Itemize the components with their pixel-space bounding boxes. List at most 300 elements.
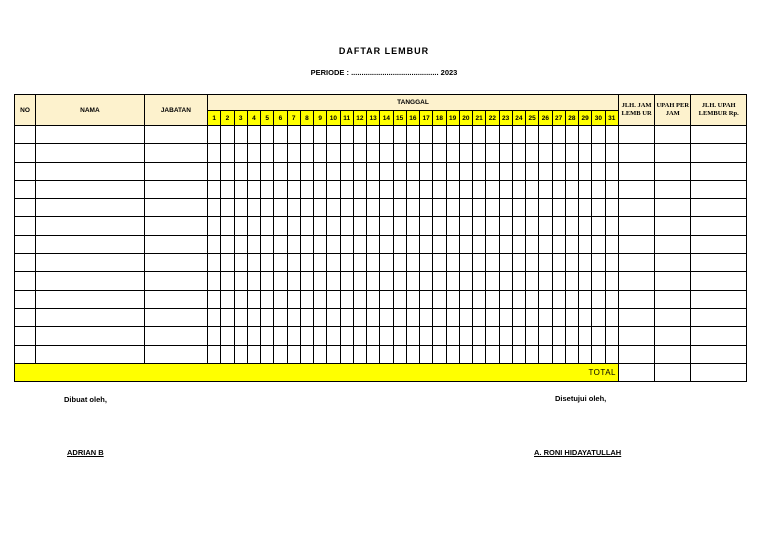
table-cell xyxy=(618,254,654,272)
table-cell xyxy=(459,144,472,162)
table-cell xyxy=(367,235,380,253)
table-cell xyxy=(655,199,691,217)
table-cell xyxy=(367,254,380,272)
table-cell xyxy=(15,126,36,144)
table-cell xyxy=(36,162,145,180)
table-cell xyxy=(261,254,274,272)
table-cell xyxy=(340,126,353,144)
table-cell xyxy=(367,290,380,308)
table-cell xyxy=(539,272,552,290)
table-cell xyxy=(300,254,313,272)
table-cell xyxy=(446,345,459,363)
table-cell xyxy=(274,254,287,272)
table-cell xyxy=(486,144,499,162)
table-cell xyxy=(327,162,340,180)
table-cell xyxy=(221,290,234,308)
table-cell xyxy=(526,235,539,253)
table-cell xyxy=(15,327,36,345)
table-cell xyxy=(247,308,260,326)
table-cell xyxy=(221,327,234,345)
table-cell xyxy=(274,217,287,235)
table-cell xyxy=(526,327,539,345)
total-cell xyxy=(691,363,747,381)
table-cell xyxy=(15,199,36,217)
table-cell xyxy=(287,327,300,345)
table-cell xyxy=(327,290,340,308)
table-cell xyxy=(459,217,472,235)
header-nama: NAMA xyxy=(36,95,145,126)
table-cell xyxy=(499,180,512,198)
table-cell xyxy=(486,162,499,180)
day-header: 18 xyxy=(433,111,446,126)
table-cell xyxy=(512,327,525,345)
day-header: 24 xyxy=(512,111,525,126)
table-cell xyxy=(327,199,340,217)
table-cell xyxy=(539,162,552,180)
table-cell xyxy=(446,254,459,272)
table-cell xyxy=(144,345,207,363)
table-cell xyxy=(208,345,221,363)
table-cell xyxy=(406,126,419,144)
table-cell xyxy=(499,254,512,272)
table-cell xyxy=(36,308,145,326)
table-cell xyxy=(579,162,592,180)
header-jabatan: JABATAN xyxy=(144,95,207,126)
table-cell xyxy=(234,272,247,290)
table-cell xyxy=(300,327,313,345)
table-cell xyxy=(486,235,499,253)
table-cell xyxy=(605,235,618,253)
table-cell xyxy=(605,162,618,180)
table-cell xyxy=(300,272,313,290)
table-cell xyxy=(565,126,578,144)
table-cell xyxy=(592,162,605,180)
table-cell xyxy=(314,144,327,162)
table-cell xyxy=(234,327,247,345)
prepared-by-label: Dibuat oleh, xyxy=(64,395,107,404)
table-cell xyxy=(380,217,393,235)
table-cell xyxy=(327,217,340,235)
table-cell xyxy=(552,254,565,272)
day-header: 9 xyxy=(314,111,327,126)
table-cell xyxy=(565,290,578,308)
table-cell xyxy=(473,126,486,144)
table-cell xyxy=(512,254,525,272)
table-cell xyxy=(499,162,512,180)
table-cell xyxy=(592,308,605,326)
table-cell xyxy=(420,327,433,345)
table-cell xyxy=(36,272,145,290)
table-cell xyxy=(526,126,539,144)
table-cell xyxy=(314,162,327,180)
table-cell xyxy=(605,144,618,162)
header-tanggal: TANGGAL xyxy=(208,95,619,111)
table-cell xyxy=(261,126,274,144)
table-cell xyxy=(433,327,446,345)
day-header: 26 xyxy=(539,111,552,126)
table-cell xyxy=(499,199,512,217)
table-cell xyxy=(512,199,525,217)
table-cell xyxy=(340,308,353,326)
table-cell xyxy=(234,217,247,235)
table-cell xyxy=(526,199,539,217)
table-cell xyxy=(208,290,221,308)
table-cell xyxy=(420,290,433,308)
table-cell xyxy=(526,180,539,198)
table-cell xyxy=(300,290,313,308)
table-cell xyxy=(406,180,419,198)
table-cell xyxy=(144,126,207,144)
prepared-by-name: ADRIAN B xyxy=(67,448,104,457)
table-cell xyxy=(552,126,565,144)
table-cell xyxy=(539,345,552,363)
table-cell xyxy=(380,327,393,345)
table-cell xyxy=(618,290,654,308)
table-cell xyxy=(459,308,472,326)
table-cell xyxy=(605,327,618,345)
table-cell xyxy=(459,327,472,345)
table-cell xyxy=(327,272,340,290)
table-cell xyxy=(618,126,654,144)
table-cell xyxy=(393,254,406,272)
total-cell xyxy=(655,363,691,381)
table-cell xyxy=(261,235,274,253)
table-cell xyxy=(247,162,260,180)
table-cell xyxy=(208,180,221,198)
table-cell xyxy=(261,162,274,180)
day-header: 17 xyxy=(420,111,433,126)
table-cell xyxy=(261,144,274,162)
table-cell xyxy=(314,217,327,235)
table-cell xyxy=(144,308,207,326)
table-row xyxy=(15,217,747,235)
table-cell xyxy=(287,126,300,144)
table-row xyxy=(15,199,747,217)
table-cell xyxy=(579,290,592,308)
table-cell xyxy=(234,162,247,180)
table-cell xyxy=(579,327,592,345)
table-cell xyxy=(420,345,433,363)
table-cell xyxy=(592,199,605,217)
table-cell xyxy=(144,199,207,217)
table-cell xyxy=(367,162,380,180)
table-cell xyxy=(499,290,512,308)
table-cell xyxy=(592,327,605,345)
table-cell xyxy=(393,126,406,144)
table-cell xyxy=(274,162,287,180)
day-header: 10 xyxy=(327,111,340,126)
table-cell xyxy=(380,290,393,308)
table-cell xyxy=(393,199,406,217)
header-jlh-jam: JLH. JAM LEMB UR xyxy=(618,95,654,126)
table-cell xyxy=(512,272,525,290)
table-cell xyxy=(691,345,747,363)
table-cell xyxy=(459,290,472,308)
table-cell xyxy=(655,345,691,363)
approved-by-name: A. RONI HIDAYATULLAH xyxy=(534,448,622,457)
table-cell xyxy=(340,217,353,235)
table-cell xyxy=(380,126,393,144)
table-cell xyxy=(691,254,747,272)
table-row xyxy=(15,180,747,198)
table-cell xyxy=(446,162,459,180)
table-cell xyxy=(512,126,525,144)
periode-label: PERIODE : .......................................... 2023 xyxy=(310,68,458,77)
table-cell xyxy=(579,199,592,217)
table-row xyxy=(15,308,747,326)
day-header: 22 xyxy=(486,111,499,126)
table-cell xyxy=(406,144,419,162)
table-cell xyxy=(552,345,565,363)
day-header: 16 xyxy=(406,111,419,126)
table-cell xyxy=(36,199,145,217)
total-label: TOTAL xyxy=(15,363,619,381)
table-cell xyxy=(353,345,366,363)
table-cell xyxy=(565,217,578,235)
table-cell xyxy=(459,254,472,272)
day-header: 8 xyxy=(300,111,313,126)
table-cell xyxy=(499,144,512,162)
table-cell xyxy=(655,235,691,253)
table-cell xyxy=(287,272,300,290)
table-cell xyxy=(433,199,446,217)
table-cell xyxy=(473,217,486,235)
table-cell xyxy=(433,162,446,180)
table-cell xyxy=(287,308,300,326)
table-cell xyxy=(579,180,592,198)
table-cell xyxy=(579,345,592,363)
table-cell xyxy=(15,217,36,235)
table-cell xyxy=(618,162,654,180)
table-cell xyxy=(144,144,207,162)
table-cell xyxy=(261,345,274,363)
table-cell xyxy=(274,126,287,144)
table-cell xyxy=(499,308,512,326)
table-cell xyxy=(274,199,287,217)
table-cell xyxy=(234,290,247,308)
table-cell xyxy=(300,126,313,144)
table-cell xyxy=(327,254,340,272)
table-cell xyxy=(274,290,287,308)
table-cell xyxy=(380,308,393,326)
table-cell xyxy=(499,235,512,253)
table-cell xyxy=(353,217,366,235)
day-header: 4 xyxy=(247,111,260,126)
table-cell xyxy=(261,308,274,326)
table-cell xyxy=(618,180,654,198)
table-cell xyxy=(393,272,406,290)
table-cell xyxy=(274,144,287,162)
table-cell xyxy=(526,272,539,290)
table-cell xyxy=(15,180,36,198)
table-cell xyxy=(406,254,419,272)
total-row xyxy=(15,363,747,381)
table-cell xyxy=(473,272,486,290)
table-cell xyxy=(552,327,565,345)
table-cell xyxy=(36,327,145,345)
table-cell xyxy=(691,217,747,235)
table-cell xyxy=(605,272,618,290)
table-cell xyxy=(605,254,618,272)
table-cell xyxy=(605,290,618,308)
table-cell xyxy=(340,235,353,253)
document-title: DAFTAR LEMBUR xyxy=(338,46,430,56)
approved-by-label: Disetujui oleh, xyxy=(555,394,607,403)
table-cell xyxy=(579,235,592,253)
table-cell xyxy=(340,144,353,162)
table-cell xyxy=(406,162,419,180)
table-cell xyxy=(420,272,433,290)
table-cell xyxy=(459,162,472,180)
table-cell xyxy=(433,180,446,198)
table-cell xyxy=(393,162,406,180)
table-cell xyxy=(367,180,380,198)
table-cell xyxy=(314,235,327,253)
table-cell xyxy=(486,308,499,326)
table-cell xyxy=(353,327,366,345)
table-cell xyxy=(565,180,578,198)
table-cell xyxy=(144,235,207,253)
table-cell xyxy=(512,162,525,180)
table-cell xyxy=(208,254,221,272)
table-cell xyxy=(300,180,313,198)
table-cell xyxy=(393,290,406,308)
table-cell xyxy=(552,162,565,180)
table-cell xyxy=(287,235,300,253)
table-cell xyxy=(340,327,353,345)
table-cell xyxy=(353,180,366,198)
table-cell xyxy=(36,235,145,253)
table-cell xyxy=(655,217,691,235)
table-cell xyxy=(36,345,145,363)
table-cell xyxy=(340,290,353,308)
day-header: 11 xyxy=(340,111,353,126)
table-cell xyxy=(446,217,459,235)
table-cell xyxy=(499,327,512,345)
table-cell xyxy=(552,217,565,235)
table-cell xyxy=(486,217,499,235)
table-cell xyxy=(221,199,234,217)
table-row xyxy=(15,290,747,308)
table-cell xyxy=(486,290,499,308)
day-header: 31 xyxy=(605,111,618,126)
table-cell xyxy=(36,290,145,308)
table-cell xyxy=(486,327,499,345)
table-cell xyxy=(274,235,287,253)
table-cell xyxy=(592,126,605,144)
table-cell xyxy=(406,327,419,345)
table-cell xyxy=(618,308,654,326)
table-cell xyxy=(234,235,247,253)
table-cell xyxy=(247,254,260,272)
table-cell xyxy=(340,272,353,290)
table-row xyxy=(15,345,747,363)
table-cell xyxy=(327,345,340,363)
table-cell xyxy=(592,272,605,290)
table-cell xyxy=(552,235,565,253)
table-cell xyxy=(340,180,353,198)
table-cell xyxy=(539,217,552,235)
table-cell xyxy=(420,217,433,235)
table-cell xyxy=(314,327,327,345)
table-cell xyxy=(287,217,300,235)
table-cell xyxy=(353,272,366,290)
table-cell xyxy=(691,199,747,217)
table-cell xyxy=(655,162,691,180)
table-cell xyxy=(459,180,472,198)
table-cell xyxy=(592,235,605,253)
table-cell xyxy=(144,327,207,345)
day-header: 29 xyxy=(579,111,592,126)
table-cell xyxy=(287,345,300,363)
table-cell xyxy=(353,144,366,162)
day-header: 7 xyxy=(287,111,300,126)
table-cell xyxy=(327,126,340,144)
table-cell xyxy=(473,290,486,308)
table-cell xyxy=(221,144,234,162)
day-header: 15 xyxy=(393,111,406,126)
table-cell xyxy=(605,345,618,363)
table-cell xyxy=(420,235,433,253)
table-cell xyxy=(499,126,512,144)
overtime-table xyxy=(14,94,747,382)
table-cell xyxy=(433,272,446,290)
table-cell xyxy=(691,272,747,290)
table-cell xyxy=(691,126,747,144)
day-header: 30 xyxy=(592,111,605,126)
table-cell xyxy=(406,235,419,253)
table-cell xyxy=(406,272,419,290)
table-cell xyxy=(327,144,340,162)
table-cell xyxy=(353,290,366,308)
table-cell xyxy=(420,144,433,162)
table-cell xyxy=(552,199,565,217)
table-cell xyxy=(36,144,145,162)
table-cell xyxy=(287,162,300,180)
table-cell xyxy=(565,254,578,272)
table-cell xyxy=(565,272,578,290)
table-cell xyxy=(420,162,433,180)
table-cell xyxy=(300,144,313,162)
day-header: 6 xyxy=(274,111,287,126)
table-cell xyxy=(512,235,525,253)
table-cell xyxy=(36,126,145,144)
table-cell xyxy=(655,290,691,308)
table-cell xyxy=(655,144,691,162)
table-cell xyxy=(420,126,433,144)
table-cell xyxy=(539,235,552,253)
table-cell xyxy=(287,180,300,198)
table-cell xyxy=(499,217,512,235)
table-cell xyxy=(208,217,221,235)
table-cell xyxy=(314,345,327,363)
day-header: 2 xyxy=(221,111,234,126)
table-cell xyxy=(208,327,221,345)
table-cell xyxy=(247,217,260,235)
day-header: 28 xyxy=(565,111,578,126)
table-cell xyxy=(459,345,472,363)
table-cell xyxy=(36,217,145,235)
table-cell xyxy=(221,345,234,363)
table-cell xyxy=(261,217,274,235)
table-cell xyxy=(287,144,300,162)
table-cell xyxy=(526,308,539,326)
table-cell xyxy=(221,308,234,326)
table-cell xyxy=(353,235,366,253)
table-cell xyxy=(691,290,747,308)
table-cell xyxy=(592,254,605,272)
day-header: 19 xyxy=(446,111,459,126)
